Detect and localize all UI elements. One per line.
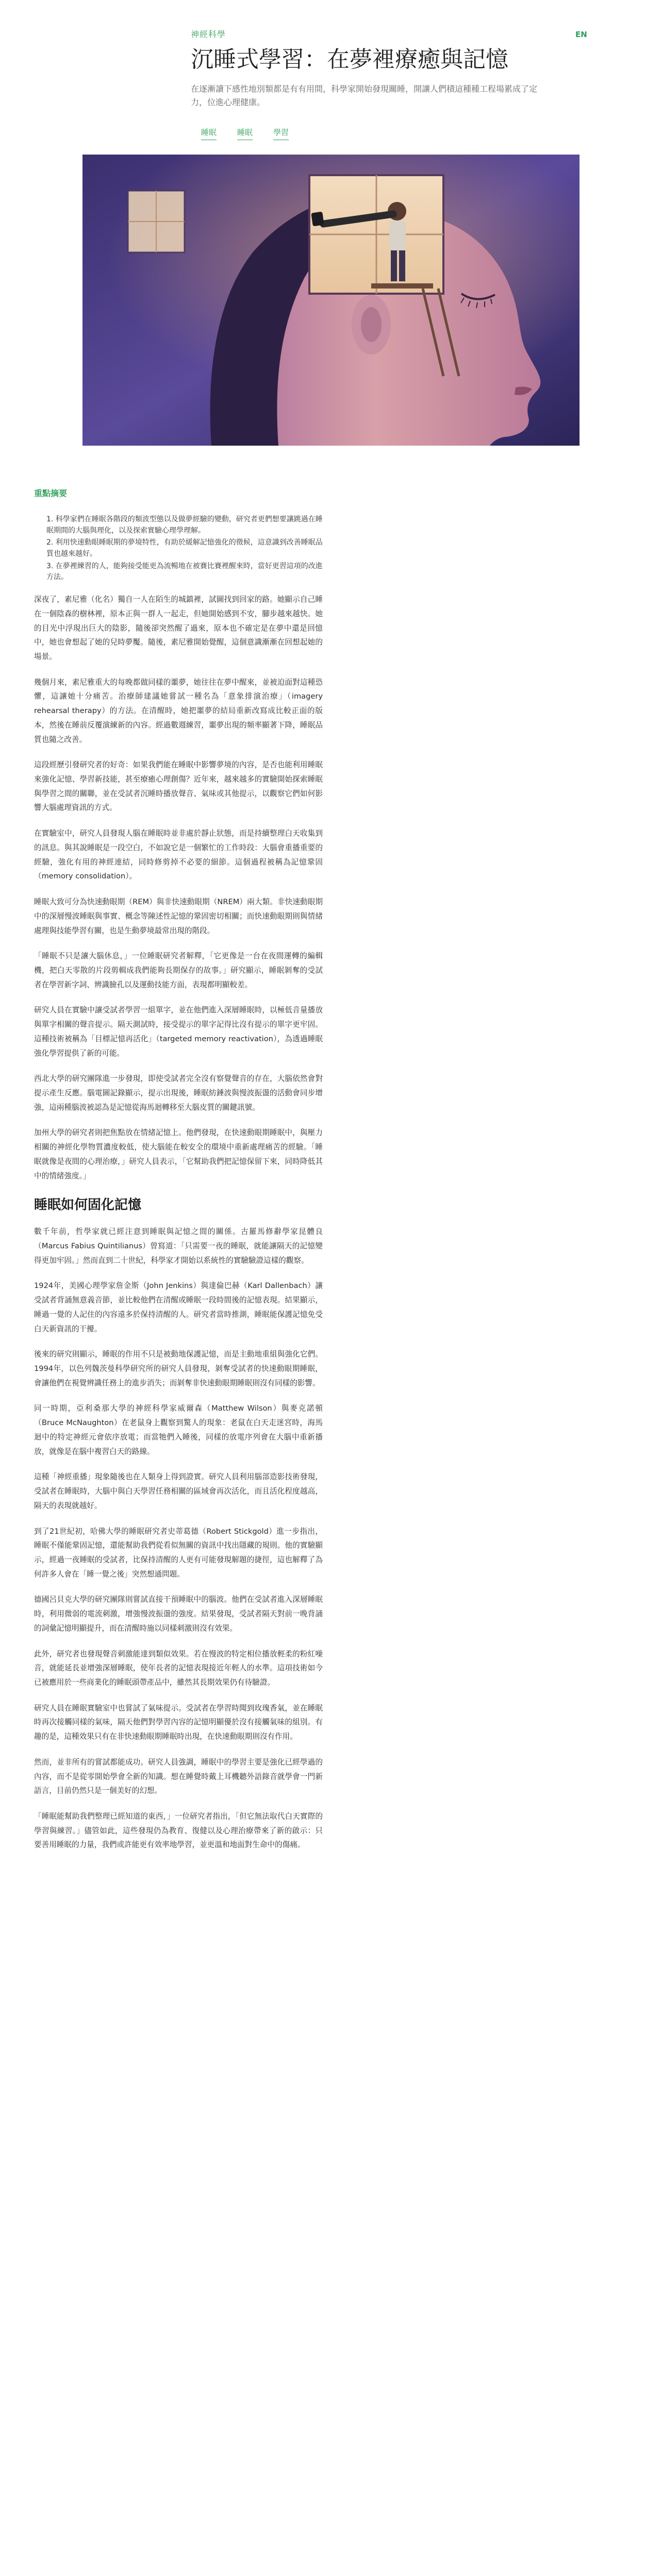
paragraph: 西北大學的研究團隊進一步發現，即使受試者完全沒有察覺聲音的存在，大腦依然會對提示產生反應。腦電圖記錄顯示，提示出現後，睡眠紡錘波與慢波振盪的活動會同步增強，這兩種腦波被認為是記憶從海馬迴轉移至大腦皮質的關鍵訊號。 [34,1074,323,1112]
paragraph: 「睡眠不只是讓大腦休息，」一位睡眠研究者解釋，「它更像是一台在夜間運轉的編輯機，把白天零散的片段剪輯成我們能夠長期保存的故事。」研究顯示，睡眠剝奪的受試者在學習新字詞、辨識臉孔以及運動技能方面，表現都明顯較差。 [34,952,323,989]
paragraph: 此外，研究者也發現聲音刺激能達到類似效果。若在慢波的特定相位播放輕柔的粉紅噪音，就能延長並增強深層睡眠，使年長者的記憶表現接近年輕人的水準。這項技術如今已被應用於一些商業化的睡眠頭帶產品中，雖然其長期效果仍有待驗證。 [34,1649,323,1687]
hero-artwork [82,155,580,446]
highlight-item: 3. 在夢裡練習的人，能夠接受能更為流暢地在被賽比賽裡醒來時，當好更習這項的改進方法。 [46,562,323,582]
tag-link[interactable]: 睡眠 [237,127,253,140]
highlight-item: 1. 科學家們在睡眠各階段的類波型態以及做夢經驗的變動，研究者更們想要讓跳過在睡眠期間的大腦與理化，以及探索實驗心理學理解。 [46,515,323,535]
article-body [34,487,323,1863]
paragraph: 這種「神經重播」現象隨後也在人類身上得到證實。研究人員利用腦部造影技術發現，受試者在睡眠時，大腦中與白天學習任務相關的區域會再次活化，而且活化程度越高，隔天的表現就越好。 [34,1472,323,1510]
paragraph: 這段經歷引發研究者的好奇：如果我們能在睡眠中影響夢境的內容，是否也能利用睡眠來強化記憶、學習新技能，甚至療癒心理創傷？近年來，越來越多的實驗開始探索睡眠與學習之間的關聯，並在受試者沉睡時播放聲音、氣味或其他提示，以觀察它們如何影響大腦處理資訊的方式。 [34,760,323,812]
paragraph: 數千年前，哲學家就已經注意到睡眠與記憶之間的關係。古羅馬修辭學家昆體良（Marcus Fabius Quintilianus）曾寫道：「只需要一夜的睡眠，就能讓隔天的記憶變得更加牢固。」然而直到二十世紀，科學家才開始以系統性的實驗驗證這樣的觀察。 [34,1227,323,1265]
article-header [0,0,662,139]
paragraph: 德國呂貝克大學的研究團隊則嘗試直接干預睡眠中的腦波。他們在受試者進入深層睡眠時，利用微弱的電流刺激，增強慢波振盪的強度。結果發現，受試者隔天對前一晚背誦的詞彙記憶明顯提升，而在清醒時施以同樣刺激則沒有效果。 [34,1595,323,1633]
paragraph: 1924年，美國心理學家詹金斯（John Jenkins）與達倫巴赫（Karl Dallenbach）讓受試者背誦無意義音節，並比較他們在清醒或睡眠一段時間後的記憶表現。結果顯示，睡過一覺的人記住的內容遠多於保持清醒的人。研究者當時推測，睡眠能保護記憶免受白天新資訊的干擾。 [34,1281,323,1333]
highlights-list [34,514,323,583]
paragraph: 到了21世紀初，哈佛大學的睡眠研究者史蒂葛德（Robert Stickgold）進一步指出，睡眠不僅能鞏固記憶，還能幫助我們從看似無關的資訊中找出隱藏的規則。他的實驗顯示，經過一夜睡眠的受試者，比保持清醒的人更有可能發現解題的捷徑，這也解釋了為何許多人會在「睡一覺之後」突然想通問題。 [34,1527,323,1579]
paragraph: 「睡眠能幫助我們整理已經知道的東西，」一位研究者指出，「但它無法取代白天實際的學習與練習。」儘管如此，這些發現仍為教育、復健以及心理治療帶來了新的啟示：只要善用睡眠的力量，我們或許能更有效率地學習，並更溫和地面對生命中的傷痛。 [34,1812,323,1850]
hero-illustration [82,155,580,446]
paragraph: 後來的研究則顯示，睡眠的作用不只是被動地保護記憶，而是主動地重組與強化它們。1994年，以色列魏茨曼科學研究所的研究人員發現，剝奪受試者的快速動眼期睡眠，會讓他們在視覺辨識任務上的進步消失；而剝奪非快速動眼期睡眠則沒有同樣的影響。 [34,1350,323,1387]
paragraph: 深夜了，素尼雅（化名）獨自一人在陌生的城鎮裡，試圖找到回家的路。她顯示自己睡在一個陰森的樹林裡，原本正與一群人一起走，但她開始感到不安，腳步越來越快。她的目光中浮現出巨大的陰影，隨後卻突然醒了過來，原本也不確定是在夢中還是回憶中，她也會想起了她的兒時夢魘。隨後，素尼雅開始覺醒，這個意識漸漸在回想起她的場景。 [34,595,323,661]
highlights-label: 重點摘要 [34,488,68,498]
tag-link[interactable]: 睡眠 [201,127,217,140]
section-heading: 睡眠如何固化記憶 [34,1197,142,1213]
paragraph: 同一時期，亞利桑那大學的神經科學家威爾森（Matthew Wilson）與麥克諾頓（Bruce McNaughton）在老鼠身上觀察到驚人的現象：老鼠在白天走迷宮時，海馬迴中的特定神經元會依序放電；而當牠們入睡後，同樣的放電序列會在大腦中重新播放，就像是在腦中複習白天的路線。 [34,1404,323,1456]
page-subtitle: 在逐漸讀下感性地別類都是有有用間，科學家開始發現關睡，開讓人們積這種種工程場累成了定力，位進心理健康。 [191,84,538,107]
paragraph: 睡眠大致可分為快速動眼期（REM）與非快速動眼期（NREM）兩大類。非快速動眼期中的深層慢波睡眠與事實、概念等陳述性記憶的鞏固密切相關；而快速動眼期則與情緒處理與技能學習有關，也是生動夢境最常出現的階段。 [34,897,323,935]
category-label[interactable]: 神經科學 [191,29,226,39]
tag-list [201,127,289,140]
paragraph: 研究人員在實驗中讓受試者學習一組單字，並在他們進入深層睡眠時，以極低音量播放與單字相關的聲音提示。隔天測試時，接受提示的單字記得比沒有提示的單字更牢固。這種技術被稱為「目標記憶再活化」（targeted memory reactivation），為透過睡眠強化學習提供了新的可能。 [34,1006,323,1058]
tag-link[interactable]: 學習 [273,127,289,140]
paragraph: 研究人員在睡眠實驗室中也嘗試了氣味提示。受試者在學習時聞到玫瑰香氣，並在睡眠時再次接觸同樣的氣味，隔天他們對學習內容的記憶明顯優於沒有接觸氣味的組別。有趣的是，這種效果只有在非快速動眼期睡眠時出現，在快速動眼期則沒有作用。 [34,1703,323,1741]
page-title: 沉睡式學習：在夢裡療癒與記憶 [191,46,508,73]
paragraph: 在實驗室中，研究人員發現人腦在睡眠時並非處於靜止狀態，而是持續整理白天收集到的訊息。與其說睡眠是一段空白，不如說它是一個繁忙的工作時段：大腦會重播重要的經驗，強化有用的神經連結，同時修剪掉不必要的細節。這個過程被稱為記憶鞏固（memory consolidation）。 [34,829,323,881]
paragraph: 幾個月來，素尼雅重大的每晚都做同樣的噩夢，她往往在夢中醒來，並被迫面對這種恐懼，這讓她十分痛苦。治療師建議她嘗試一種名為「意象排演治療」（imagery rehearsal therapy）的方法。在清醒時，她把噩夢的結局重新改寫成比較正面的版本，然後在睡前反覆演練新的內容。經過數週練習，噩夢出現的頻率顯著下降，睡眠品質也隨之改善。 [34,677,323,744]
paragraph: 然而，並非所有的嘗試都能成功。研究人員強調，睡眠中的學習主要是強化已經學過的內容，而不是從零開始學會全新的知識。想在睡覺時戴上耳機聽外語錄音就學會一門新語言，目前仍然只是一個美好的幻想。 [34,1757,323,1795]
language-toggle[interactable]: EN [575,30,587,39]
highlight-item: 2. 利用快速動眼睡眠期的夢境特性，有助於緩解記憶強化的徵候，這意識到改善睡眠品質也越來越好。 [46,538,323,558]
paragraph: 加州大學的研究者則把焦點放在情緒記憶上。他們發現，在快速動眼期睡眠中，與壓力相關的神經化學物質濃度較低，使大腦能在較安全的環境中重新處理痛苦的經驗。「睡眠就像是夜間的心理治療，」研究人員表示，「它幫助我們把記憶保留下來，同時降低其中的情緒強度。」 [34,1128,323,1180]
